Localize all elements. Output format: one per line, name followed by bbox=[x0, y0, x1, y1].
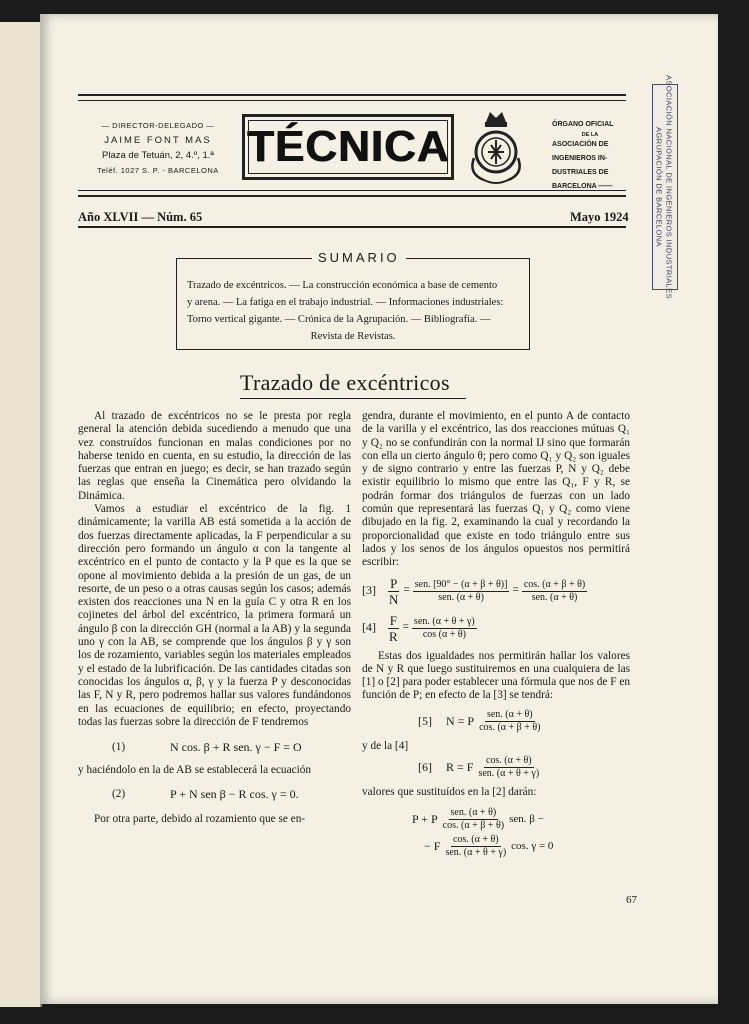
organ-line-5: DUSTRIALES DE bbox=[552, 169, 609, 176]
denominator: cos. (α + β + θ) bbox=[479, 721, 541, 733]
fraction bbox=[443, 834, 508, 859]
numerator: cos. (α + θ) bbox=[452, 834, 499, 846]
equation-number: [3] bbox=[362, 583, 376, 598]
equation-1 bbox=[78, 741, 351, 754]
equation-lhs: R = F bbox=[446, 759, 474, 774]
denominator: cos (α + θ) bbox=[422, 628, 466, 640]
summary-box bbox=[176, 258, 530, 350]
facing-page-edge bbox=[0, 22, 42, 1007]
page-number: 67 bbox=[626, 894, 637, 906]
organ-line-1: ÓRGANO OFICIAL bbox=[552, 121, 614, 128]
paragraph: gendra, durante el movimiento, en el punto A de contacto de la varilla y el excéntrico, las dos reacciones mútuas Q₁ y Q₂ no se confundirán con la normal IJ sino que formarán con ella un cierto ángulo θ; pero como Q₁ y Q₂ son iguales y de signo contrario y entre las fuerzas P, N y Q₂ debe existir equilibrio lo mismo que entre las Q₁, F y R, se podrán formar dos triángulos de fuerzas con un lado común que representará las fuerzas Q₁ y Q₂ como viene dibujado en la fig. 2, examinando la cual y recordando la proporcionalidad que existe en todo triángulo entre sus lados y los senos de los ángulos opuestos nos permitirá escribir: bbox=[362, 410, 630, 569]
summary-line-1: Trazado de excéntricos. — La construcción económica a base de cemento bbox=[187, 280, 498, 291]
fraction bbox=[387, 613, 400, 644]
numerator: sen. (α + θ + γ) bbox=[414, 615, 475, 627]
paragraph: y haciéndolo en la de AB se establecerá la ecuación bbox=[78, 764, 312, 777]
association-emblem-icon bbox=[464, 108, 528, 186]
director-label: — DIRECTOR-DELEGADO — bbox=[101, 121, 215, 130]
masthead-left bbox=[78, 118, 238, 178]
fraction bbox=[477, 709, 542, 734]
paragraph: Vamos a estudiar el excéntrico de la fig. 1 dinámicamente; la varilla AB está sometida a la acción de dos fuerzas directamente aplicadas, la F perpendicular a su dirección pero formando un ángulo α con la tangente al excéntrico en el punto de contacto y la P que es la que se opone al movimiento debida a la presión de un gas, de un resorte, de un peso o a otras causas según los casos; además existen dos reacciones una N en la guía C y otra R en los cojinetes del árbol del excéntrico, la primera formará un ángulo β con la dirección GH (normal a la AB) y la segunda uno γ con la AB, se comprende que los ángulos β y γ son los de rozamiento, variables según los materiales empleados y el estado de la lubrificación. De las cantidades citadas son conocidas los ángulos α, β, γ y la fuerza P y desconocidas las F, N y R, pero podremos hallar sus valores fundándonos en las ecuaciones de equilibrio; en efecto, proyectando todas las fuerzas sobre la dirección de F tendremos bbox=[78, 503, 351, 728]
numerator: sen. [90° − (α + β + θ)] bbox=[414, 578, 508, 590]
director-name: JAIME FONT MAS bbox=[104, 135, 212, 146]
denominator: N bbox=[389, 591, 399, 607]
organ-line-2: DE LA bbox=[581, 132, 599, 138]
summary-line-4: Revista de Revistas. bbox=[310, 331, 396, 342]
journal-page bbox=[40, 14, 718, 1004]
denominator: cos. (α + β + θ) bbox=[442, 820, 505, 832]
equation-number: (1) bbox=[112, 741, 126, 754]
issue-number: Año XLVII — Núm. 65 bbox=[78, 210, 203, 224]
denominator: R bbox=[389, 628, 398, 644]
paragraph: Por otra parte, debido al rozamiento que se en- bbox=[94, 813, 306, 826]
right-column bbox=[362, 410, 630, 861]
summary-title: SUMARIO bbox=[312, 250, 406, 265]
summary-line-2: y arena. — La fatiga en el trabajo industrial. — Informaciones industriales: bbox=[187, 297, 504, 308]
fraction bbox=[441, 807, 506, 832]
issue-date: Mayo 1924 bbox=[570, 210, 629, 224]
mid-rule bbox=[78, 190, 626, 191]
organ-line-6: BARCELONA —— bbox=[552, 183, 613, 190]
equation-part: P + P bbox=[412, 812, 438, 827]
top-rule-thin bbox=[78, 100, 626, 101]
numerator: cos. (α + β + θ) bbox=[523, 578, 586, 590]
top-rule bbox=[78, 94, 626, 96]
left-column bbox=[78, 410, 351, 826]
numerator: cos. (α + θ) bbox=[485, 755, 532, 767]
numerator: sen. (α + θ) bbox=[486, 708, 533, 720]
fraction bbox=[476, 755, 541, 780]
paragraph: valores que sustituídos en la [2] darán: bbox=[362, 786, 537, 799]
denominator: sen. (α + θ) bbox=[531, 591, 578, 603]
denominator: sen. (α + θ + γ) bbox=[478, 768, 540, 780]
stamp-line-2: AGRUPACIÓN DE BARCELONA bbox=[654, 127, 664, 247]
equation-number: [5] bbox=[418, 713, 432, 728]
denominator: sen. (α + θ + γ) bbox=[445, 847, 507, 859]
issue-rule bbox=[78, 226, 626, 228]
title-underline bbox=[240, 398, 466, 399]
equation-5 bbox=[362, 709, 630, 734]
summary-line-3: Torno vertical gigante. — Crónica de la Agrupación. — Bibliografía. — bbox=[187, 314, 491, 325]
denominator: sen. (α + θ) bbox=[438, 591, 484, 603]
equation-body: P + N sen β − R cos. γ = 0. bbox=[170, 786, 299, 801]
masthead-right bbox=[552, 118, 628, 194]
logo-text: TÉCNICA bbox=[248, 120, 448, 174]
equation-7-line-1 bbox=[362, 807, 630, 832]
equation-3: [3] $\frac{P}{N}$ = $\frac{\text{sen. [90° − (α + β + θ)]}}{\text{sen. (α + θ)}}$ = $\frac{\cos. (\alpha + \beta + \theta)}{\text{sen. (α + θ)}}$ bbox=[362, 575, 586, 607]
equation-2 bbox=[78, 788, 351, 801]
equation-part: sen. β − bbox=[509, 813, 544, 826]
equation-number: (2) bbox=[112, 787, 126, 800]
equation-number: [6] bbox=[418, 759, 432, 774]
organ-line-3: ASOCIACIÓN DE bbox=[552, 141, 609, 148]
equation-7-line-2 bbox=[362, 834, 630, 859]
numerator: sen. (α + θ) bbox=[450, 807, 497, 819]
numerator: F bbox=[389, 612, 397, 628]
library-stamp bbox=[652, 75, 678, 299]
journal-logo bbox=[242, 114, 454, 180]
fraction bbox=[413, 579, 510, 604]
organ-line-4: INGENIEROS IN- bbox=[552, 155, 608, 162]
paragraph: y de la [4] bbox=[362, 739, 409, 752]
equation-number: [4] bbox=[362, 620, 376, 635]
equation-lhs: N = P bbox=[446, 713, 475, 728]
paragraph: Al trazado de excéntricos no se le presta por regla general la atención debida sucediendo a menudo que una vez construídos funcionan en malas condiciones por no haberse tenido en cuenta, en su estudio, la dirección de las fuerzas que entran en juego; es decir, se han trazado según las reglas que enseña la Cinemática pero olvidando la Dinámica. bbox=[78, 410, 351, 502]
equation-4: [4] $\frac{F}{R}$ = $\frac{\text{sen. (α + θ + γ)}}{\cos (\alpha + \theta)}$ bbox=[362, 612, 475, 644]
equation-part: cos. γ = 0 bbox=[511, 840, 554, 853]
equation-body: N cos. β + R sen. γ − F = O bbox=[170, 740, 302, 755]
equation-6 bbox=[362, 755, 630, 780]
stamp-line-1: ASOCIACIÓN NACIONAL DE INGENIEROS INDUSTRIALES bbox=[664, 75, 674, 299]
article-title: Trazado de excéntricos bbox=[240, 370, 450, 395]
phone: Teléf. 1027 S. P. - BARCELONA bbox=[97, 166, 219, 175]
address: Plaza de Tetuán, 2, 4.º, 1.ª bbox=[102, 150, 214, 161]
fraction bbox=[412, 616, 477, 641]
numerator: P bbox=[390, 575, 398, 591]
fraction bbox=[387, 576, 400, 607]
paragraph: Estas dos igualdades nos permitirán hallar los valores de N y R que luego sustituiremos en una cualquiera de las [1] o [2] para poder establecer una fórmula que nos de F en función de P; en efecto de la [3] se tendrá: bbox=[362, 649, 630, 702]
equation-part: − F bbox=[424, 839, 441, 854]
mid-rule-thick bbox=[78, 195, 626, 197]
fraction bbox=[522, 579, 587, 604]
